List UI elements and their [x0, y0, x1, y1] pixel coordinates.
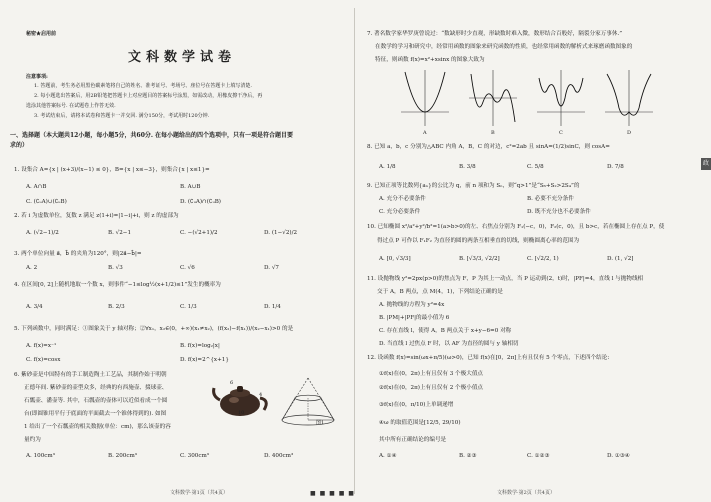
question-2: 2. 若 i 为虚数单位，复数 z 满足 z(1+i)=|1−i|+i，则 z 的虚部为 [14, 213, 179, 219]
page-dots: ■ ■ ■ ■ ■ [310, 490, 355, 497]
q11-option-b: B. |PM|+|PF|的最小值为 6 [379, 315, 450, 321]
q2-option-b: B. √2−1 [108, 230, 132, 236]
question-10-line-2: 得过点 P 可作以 F₁F₂ 为直径的圆的两条互相垂直的切线，则椭圆离心率的范围为 [377, 238, 580, 244]
q3-option-d: D. √7 [264, 265, 279, 271]
q8-option-b: B. 3/8 [459, 164, 476, 170]
question-6-line-1: 6. 紫砂壶是中国特有的手工制造陶土工艺品，其制作始于明朝 [14, 372, 167, 378]
q9-option-c: C. 充分必要条件 [379, 209, 421, 215]
q2-option-a: A. (√2−1)/2 [26, 230, 59, 236]
question-7-line-2: 在数学的学习和研究中，经常用函数的图象来研究函数的性质，也经常用函数的解析式来琢磨函数图象的 [375, 44, 633, 50]
page-two-footer: 文科数学·第2页（共4页） [497, 490, 555, 496]
dimension-height: 4 [259, 392, 263, 398]
section-one-heading: 一、选择题（本大题共12小题，每小题5分，共60分. 在每小题给出的四个选项中，只有一项是符合题目要 [10, 132, 294, 139]
question-6-line-3: 石瓢壶、潘壶等. 其中，石瓢壶的壶体可以近似看成一个圆 [24, 398, 168, 404]
q10-option-b: B. [√3/3, √2/2] [459, 256, 500, 262]
q4-option-d: D. 1/4 [264, 304, 281, 310]
note-2: 2. 每小题选出答案后，用2B铅笔把答题卡上对应题目的答案标号涂黑，如需改动，用橡皮擦干净后，再 [34, 93, 263, 99]
question-12: 12. 设函数 f(x)=sin(ωx+π/5)(ω>0)，已知 f(x)在[0，2π]上有且仅有 5 个零点，下述四个结论: [367, 355, 610, 361]
q10-option-c: C. [√2/2, 1) [527, 256, 559, 262]
question-7-line-1: 7. 著名数学家华罗庚曾说过：“数缺形时少直观，形缺数时难入微，数形结合百般好，隔裂分家万事休.” [367, 31, 623, 37]
question-9: 9. 已知正项等比数列{aₙ}的公比为 q，前 n 项和为 Sₙ，则“q>1”是“S₆+S₂>2S₄”的 [367, 183, 580, 189]
question-6-line-6: 量约为 [24, 437, 41, 443]
q3-option-c: C. √6 [180, 265, 195, 271]
q8-option-d: D. 7/8 [607, 164, 624, 170]
q5-option-d: D. f(x)=2^{x+1} [180, 357, 229, 363]
q4-option-b: B. 2/3 [108, 304, 125, 310]
q8-option-a: A. 1/8 [379, 164, 396, 170]
q8-option-c: C. 5/8 [527, 164, 544, 170]
graph-option-c [535, 68, 587, 128]
note-1: 1. 答题前，考生务必用黑色碳素笔将自己的姓名、准考证号、考场号、座位号在答题卡上填写清楚. [34, 83, 252, 89]
exam-title: 文科数学试卷 [128, 50, 237, 65]
page-divider [354, 8, 355, 494]
graph-option-d [603, 68, 655, 128]
q12-statement-4: ④ω 的取值范围是[12/5, 29/10) [379, 420, 461, 426]
q3-option-a: A. 2 [26, 265, 38, 271]
q12-statement-1: ①f(x)在(0，2π)上有且仅有 3 个极大值点 [379, 371, 484, 377]
question-7-line-3: 特征，则函数 f(x)=x²+xsinx 的图象大致为 [375, 57, 485, 63]
page-one [0, 0, 354, 502]
q6-option-b: B. 200cm³ [108, 453, 138, 459]
side-tab: 政 [701, 158, 711, 170]
q5-option-c: C. f(x)=cosx [26, 357, 61, 363]
q12-option-a: A. ①④ [379, 453, 397, 459]
graph-label-d: D [627, 130, 632, 136]
dimension-top: 6 [230, 380, 234, 386]
q9-option-a: A. 充分不必要条件 [379, 196, 426, 202]
question-1: 1. 设集合 A={x | (x+3)/(x−1) ≤ 0}，B={x | x≤−3}，则集合{x | x≤1}= [14, 167, 210, 173]
q12-option-b: B. ②③ [459, 453, 477, 459]
q9-option-d: D. 既不充分也不必要条件 [527, 209, 591, 215]
graph-label-b: B [491, 130, 495, 136]
question-6-line-5: 1 给出了一个石瓢壶的相关数据(单位：cm)，那么该壶的容 [24, 424, 171, 430]
question-8: 8. 已知 a，b，c 分别为△ABC 内角 A，B，C 的对边，c²=2ab 且 sinA=(1/2)sinC，则 cosA= [367, 144, 610, 150]
graph-option-b [467, 68, 519, 128]
q4-option-a: A. 3/4 [26, 304, 43, 310]
q12-tail: 其中所有正确结论的编号是 [379, 437, 447, 443]
frustum-diagram [272, 372, 344, 432]
q2-option-d: D. (1−√2)/2 [264, 230, 298, 236]
page-one-footer: 文科数学·第1页（共4页） [170, 490, 228, 496]
question-6-line-4: 台(即圆锥用平行于底面的平面截去一个锥体得到的). 如图 [24, 411, 167, 417]
q2-option-c: C. −(√2+1)/2 [180, 230, 218, 236]
q6-option-c: C. 300cm³ [180, 453, 209, 459]
q3-option-b: B. √3 [108, 265, 123, 271]
q6-option-d: D. 400cm³ [264, 453, 294, 459]
question-3: 3. 两个单位向量 a⃗，b⃗ 的夹角为120°，则|2a⃗−b⃗|= [14, 251, 142, 257]
q11-option-a: A. 抛物线的方程为 y²=4x [379, 302, 445, 308]
q12-statement-3: ③f(x)在(0，π/10)上单调递增 [379, 402, 454, 408]
q12-option-c: C. ①②③ [527, 453, 550, 459]
q10-option-d: D. (1, √2] [607, 256, 634, 262]
dimension-bottom: 10 [238, 410, 245, 416]
q1-option-d: D. (∁ᵤA)∩(∁ᵤB) [180, 199, 221, 205]
question-11-line-1: 11. 设抛物线 y²=2px(p>0)的焦点为 F，P 为其上一动点，当 P 运动到(2，t)时，|PF|=4，直线 l 与抛物线相 [367, 276, 644, 282]
secret-label: 秘密★启用前 [26, 31, 57, 37]
q5-option-b: B. f(x)=log₂|x| [180, 343, 220, 349]
q12-statement-2: ②f(x)在(0，2π)上有且仅有 2 个极小值点 [379, 385, 484, 391]
q1-option-c: C. (∁ᵤA)∪(∁ᵤB) [26, 199, 67, 205]
question-10-line-1: 10. 已知椭圆 x²/a²+y²/b²=1(a>b>0)的左、右焦点分别为 F₁(−c，0)，F₂(c，0)，且 b>c，若在椭圆上存在点 P，使 [367, 224, 665, 230]
q4-option-c: C. 1/3 [180, 304, 197, 310]
q6-option-a: A. 100cm³ [26, 453, 55, 459]
notes-heading: 注意事项: [26, 74, 48, 80]
question-5: 5. 下列函数中，同时满足：①图象关于 y 轴对称；②∀x₁，x₂∈(0，+∞)(x₁≠x₂)，(f(x₂)−f(x₁))/(x₂−x₁)>0 的是 [14, 326, 294, 332]
q9-option-b: B. 必要不充分条件 [527, 196, 574, 202]
note-2-cont: 选涂其他答案标号. 在试题卷上作答无效. [26, 103, 116, 109]
graph-label-c: C [559, 130, 563, 136]
question-11-line-2: 交于 A，B 两点，点 M(4，1)，下列结论正确的是 [377, 289, 503, 295]
section-one-heading-cont: 求的） [10, 142, 29, 149]
q5-option-a: A. f(x)=x⁻¹ [26, 343, 57, 349]
q1-option-a: A. A∩B [26, 184, 47, 190]
q11-option-d: D. 当直线 l 过焦点 F 时，以 AF 为直径的圆与 y 轴相切 [379, 341, 519, 347]
q11-option-c: C. 存在直线 l，使得 A，B 两点关于 x+y−6=0 对称 [379, 328, 512, 334]
note-3: 3. 考试结束后，请将本试卷和答题卡一并交回. 满分150分，考试用时120分钟. [34, 113, 210, 119]
question-4: 4. 在区间[0, 2]上随机地取一个数 x，则事件“−1≤log½(x+1/2)≤1”发生的概率为 [14, 282, 221, 288]
graph-option-a [399, 68, 451, 128]
page-two [357, 0, 702, 502]
figure-label: 图1 [316, 420, 325, 426]
q12-option-d: D. ①③④ [607, 453, 630, 459]
question-6-line-2: 正德年间. 紫砂壶的壶型众多，经典的有西施壶、掇球壶、 [24, 385, 168, 391]
q1-option-b: B. A∪B [180, 184, 201, 190]
q10-option-a: A. [0, √3/3] [379, 256, 411, 262]
graph-label-a: A [423, 130, 427, 136]
